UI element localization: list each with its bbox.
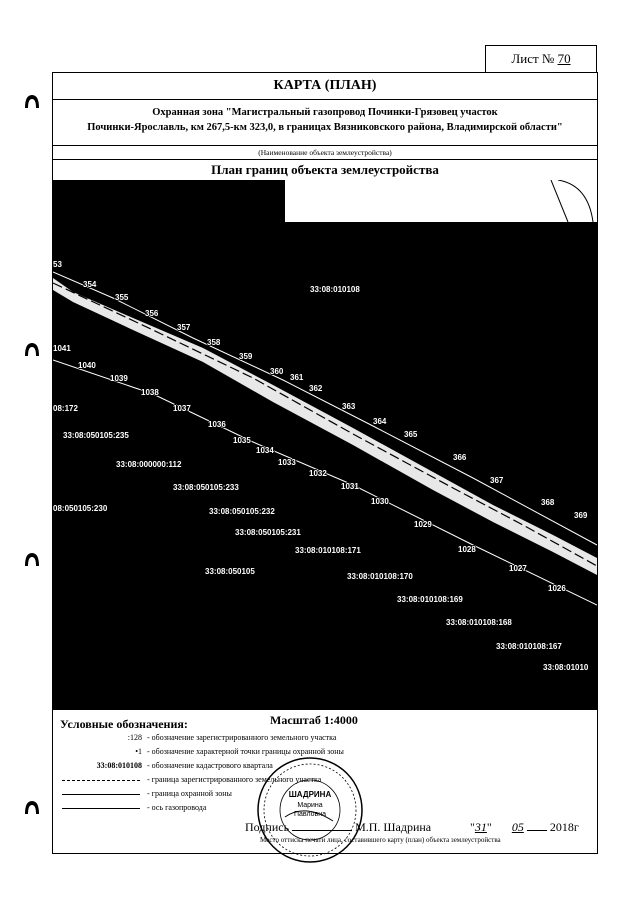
object-caption: (Наименование объекта землеустройства) xyxy=(53,147,597,160)
parcel-label: 33:08:010108:169 xyxy=(397,595,463,604)
legend-text: - граница охранной зоны xyxy=(147,789,232,798)
point-label: 1029 xyxy=(414,520,432,529)
point-label: 1039 xyxy=(110,374,128,383)
binder-hole-icon xyxy=(23,798,41,816)
point-label: 366 xyxy=(453,453,467,462)
object-name-line1: Охранная зона "Магистральный газопровод Починки-Грязовец участок xyxy=(152,107,498,118)
parcel-label: 33:08:010108:170 xyxy=(347,572,413,581)
parcel-label: 33:08:050105 xyxy=(205,567,255,576)
point-label: 53 xyxy=(53,260,62,269)
parcel-label: 08:050105:230 xyxy=(53,504,108,513)
solid-line-icon xyxy=(62,794,140,795)
parcel-label: 33:08:050105:233 xyxy=(173,483,239,492)
stamp-line2: Марина xyxy=(297,802,323,809)
stamp-line3: Павловна xyxy=(293,811,327,818)
signature-date: "31" 05 2018г xyxy=(470,820,579,834)
legend-item xyxy=(60,733,460,745)
point-label: 362 xyxy=(309,384,323,393)
point-label: 356 xyxy=(145,309,159,318)
point-label: 1034 xyxy=(256,446,274,455)
map-drawing xyxy=(53,180,597,710)
point-label: 1030 xyxy=(371,497,389,506)
point-label: 1035 xyxy=(233,436,251,445)
point-label: 357 xyxy=(177,323,191,332)
dashed-line-icon xyxy=(62,780,140,781)
official-stamp xyxy=(255,755,365,865)
legend-text: - обозначение кадастрового квартала xyxy=(147,761,273,770)
point-label: 1032 xyxy=(309,469,327,478)
stamp-line1: ШАДРИНА xyxy=(288,790,332,799)
signature-label: Подпись xyxy=(245,820,290,834)
legend-text: - ось газопровода xyxy=(147,803,207,812)
point-label: 1026 xyxy=(548,584,566,593)
point-label: 369 xyxy=(574,511,588,520)
point-label: 360 xyxy=(270,367,284,376)
parcel-label: 33:08:000000:112 xyxy=(116,460,182,469)
point-label: 1031 xyxy=(341,482,359,491)
object-name-line2: Починки-Ярославль, км 267,5-км 323,0, в границах Вязниковского района, Владимирской области" xyxy=(87,122,563,133)
parcel-label: 33:08:010108:168 xyxy=(446,618,512,627)
point-label: 354 xyxy=(83,280,97,289)
parcel-label: 33:08:010108:167 xyxy=(496,642,562,651)
legend-key: :128 xyxy=(127,733,142,742)
point-label: 359 xyxy=(239,352,253,361)
legend-key-text: 1 xyxy=(138,747,142,756)
point-label: 368 xyxy=(541,498,555,507)
object-name xyxy=(53,100,597,146)
point-label: 355 xyxy=(115,293,129,302)
point-label: 358 xyxy=(207,338,221,347)
point-label: 1036 xyxy=(208,420,226,429)
point-label: 363 xyxy=(342,402,356,411)
sheet-label: Лист № xyxy=(511,51,555,66)
date-day: 31 xyxy=(474,820,487,834)
binder-hole-icon xyxy=(23,550,41,568)
point-label: 1028 xyxy=(458,545,476,554)
map-image xyxy=(53,180,597,710)
point-dot-icon: • xyxy=(135,747,138,756)
point-label: 1037 xyxy=(173,404,191,413)
legend-key xyxy=(60,747,142,756)
parcel-label: 33:08:050105:235 xyxy=(63,431,129,440)
point-label: 1033 xyxy=(278,458,296,467)
plan-title: План границ объекта землеустройства xyxy=(53,160,597,181)
legend-text: - обозначение зарегистрированного земельного участка xyxy=(147,733,337,742)
sheet-number-box xyxy=(485,45,597,73)
legend-title: Условные обозначения: xyxy=(60,717,188,731)
parcel-label: 33:08:010108:171 xyxy=(295,546,361,555)
point-label: 1027 xyxy=(509,564,527,573)
point-label: 1040 xyxy=(78,361,96,370)
point-label: 361 xyxy=(290,373,304,382)
parcel-label: 33:08:01010 xyxy=(543,663,589,672)
legend-text: - граница зарегистрированного земельного участка xyxy=(147,775,322,784)
signer-name: М.П. Шадрина xyxy=(355,820,432,834)
parcel-label: 08:172 xyxy=(53,404,78,413)
parcel-label: 33:08:010108 xyxy=(310,285,360,294)
point-label: 1038 xyxy=(141,388,159,397)
point-label: 367 xyxy=(490,476,504,485)
date-year: 2018г xyxy=(549,820,579,834)
legend-text: - обозначение характерной точки границы охранной зоны xyxy=(147,747,344,756)
date-month: 05 xyxy=(511,820,524,834)
point-label: 365 xyxy=(404,430,418,439)
axis-line-icon xyxy=(62,808,140,809)
binder-hole-icon xyxy=(23,92,41,110)
point-label: 1041 xyxy=(53,344,71,353)
binder-hole-icon xyxy=(23,340,41,358)
document-title: КАРТА (ПЛАН) xyxy=(53,73,597,100)
legend-key: 33:08:010108 xyxy=(96,761,142,770)
parcel-label: 33:08:050105:232 xyxy=(209,507,275,516)
point-label: 364 xyxy=(373,417,387,426)
map-scale: Масштаб 1:4000 xyxy=(270,713,358,727)
parcel-label: 33:08:050105:231 xyxy=(235,528,301,537)
sheet-number: 70 xyxy=(557,51,571,66)
signature-caption: Место оттиска печати лица, составившего карту (план) объекта землеустройства xyxy=(260,836,501,844)
